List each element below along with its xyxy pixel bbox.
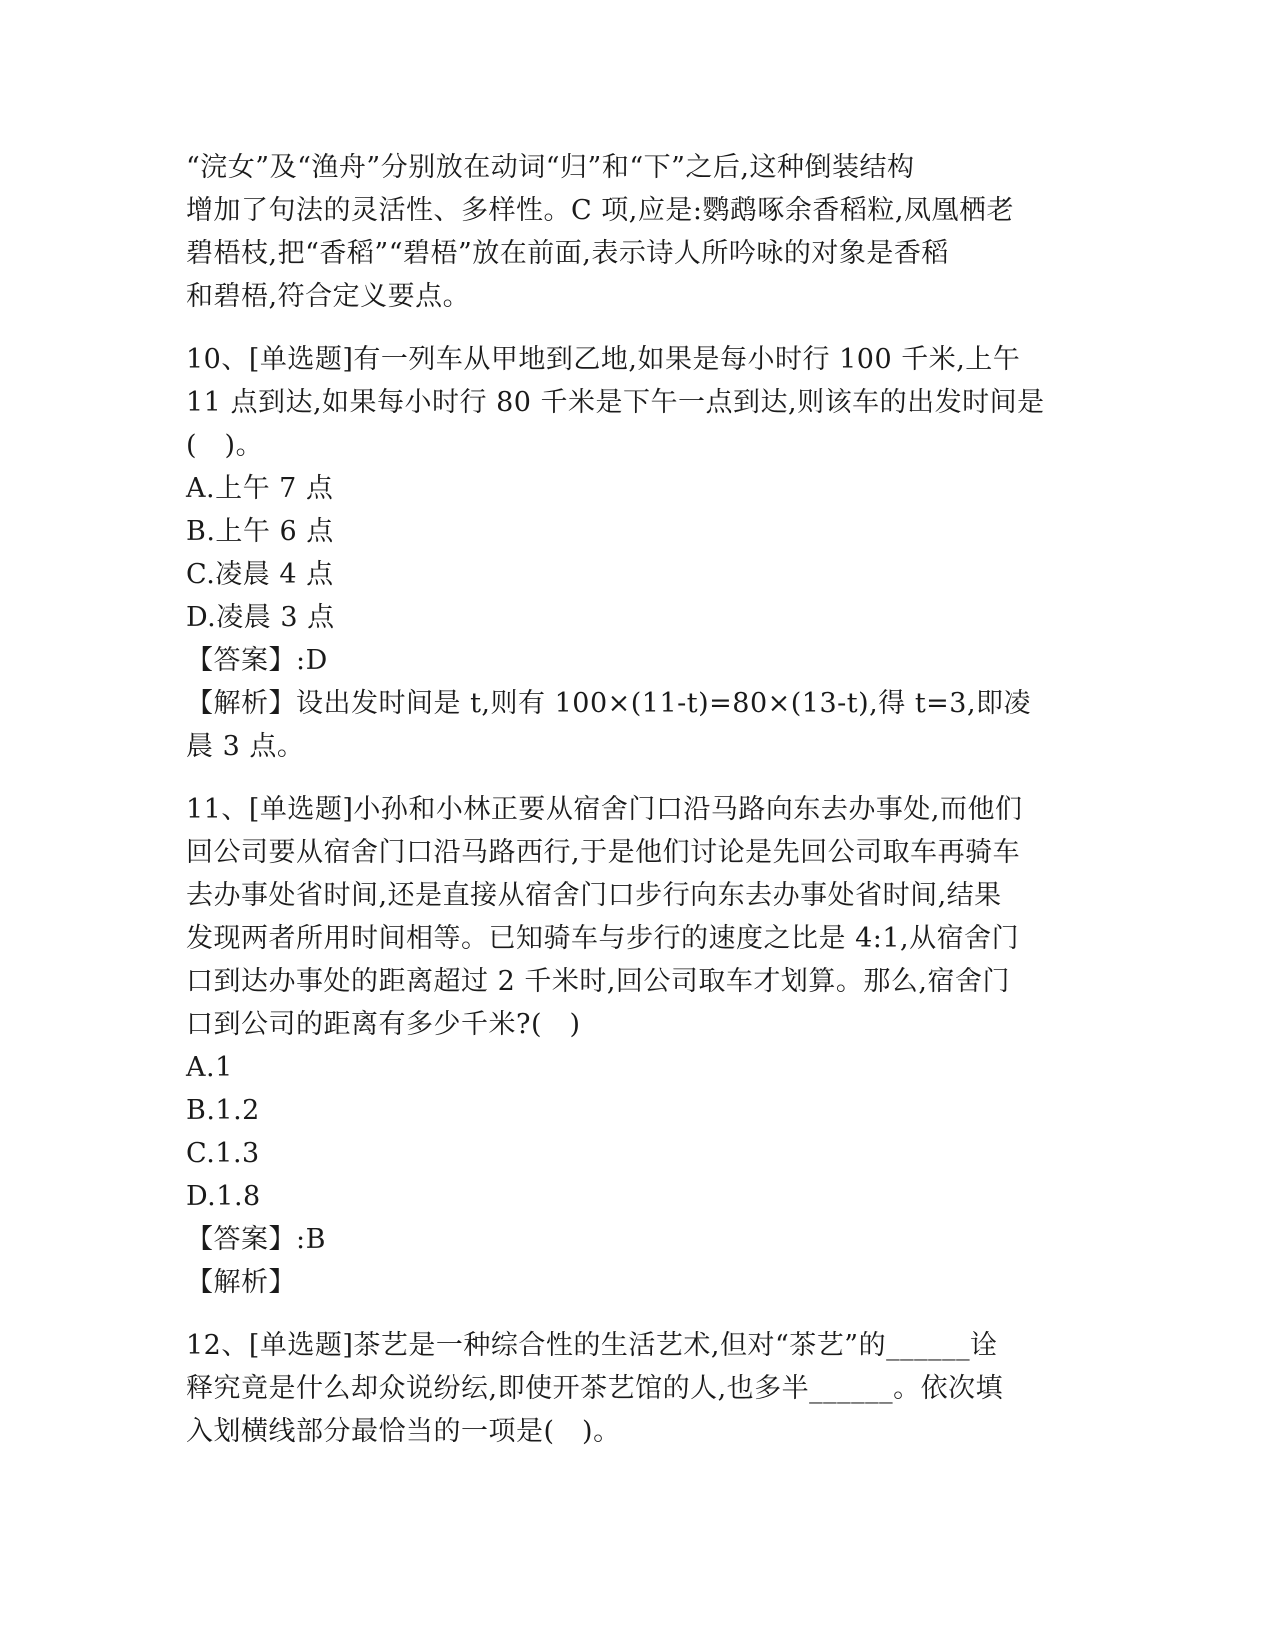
question-stem-line: 11 点到达,如果每小时行 80 千米是下午一点到达,则该车的出发时间是 xyxy=(186,387,1045,418)
question-stem-line: 回公司要从宿舍门口沿马路西行,于是他们讨论是先回公司取车再骑车 xyxy=(186,837,1021,868)
question-11 xyxy=(186,788,1086,1304)
text-line: “浣女”及“渔舟”分别放在动词“归”和“下”之后,这种倒装结构 xyxy=(186,152,915,183)
text-line: 碧梧枝,把“香稻”“碧梧”放在前面,表示诗人所吟咏的对象是香稻 xyxy=(186,238,949,269)
answer-line: 【答案】:D xyxy=(186,645,328,676)
option-d: D.1.8 xyxy=(186,1181,261,1212)
explanation-line: 晨 3 点。 xyxy=(186,731,305,762)
option-c: C.凌晨 4 点 xyxy=(186,559,334,590)
question-stem-line: 发现两者所用时间相等。已知骑车与步行的速度之比是 4:1,从宿舍门 xyxy=(186,923,1020,954)
option-c: C.1.3 xyxy=(186,1138,260,1169)
answer-line: 【答案】:B xyxy=(186,1224,326,1255)
question-stem-line: 11、[单选题]小孙和小林正要从宿舍门口沿马路向东去办事处,而他们 xyxy=(186,794,1023,825)
option-d: D.凌晨 3 点 xyxy=(186,602,335,633)
option-b: B.上午 6 点 xyxy=(186,516,334,547)
text-line: 增加了句法的灵活性、多样性。C 项,应是:鹦鹉啄余香稻粒,凤凰栖老 xyxy=(186,195,1015,226)
question-12 xyxy=(186,1324,1086,1453)
paragraph-gap xyxy=(186,768,1086,788)
question-stem-line: ( )。 xyxy=(186,430,264,461)
question-stem-line: 12、[单选题]茶艺是一种综合性的生活艺术,但对“茶艺”的______诠 xyxy=(186,1330,998,1361)
paragraph-gap xyxy=(186,318,1086,338)
question-stem-line: 10、[单选题]有一列车从甲地到乙地,如果是每小时行 100 千米,上午 xyxy=(186,344,1021,375)
question-stem-line: 去办事处省时间,还是直接从宿舍门口步行向东去办事处省时间,结果 xyxy=(186,880,1002,911)
paragraph-gap xyxy=(186,1304,1086,1324)
option-b: B.1.2 xyxy=(186,1095,260,1126)
question-stem-line: 释究竟是什么却众说纷纭,即使开茶艺馆的人,也多半______。依次填 xyxy=(186,1373,1004,1404)
question-stem-line: 口到达办事处的距离超过 2 千米时,回公司取车才划算。那么,宿舍门 xyxy=(186,966,1011,997)
question-stem-line: 入划横线部分最恰当的一项是( )。 xyxy=(186,1416,621,1447)
explanation-line: 【解析】 xyxy=(186,1267,296,1298)
question-stem-line: 口到公司的距离有多少千米?( ) xyxy=(186,1009,581,1040)
text-line: 和碧梧,符合定义要点。 xyxy=(186,281,471,312)
question-10 xyxy=(186,338,1086,768)
document-page xyxy=(186,146,1086,1453)
option-a: A.1 xyxy=(186,1052,233,1083)
explanation-line: 【解析】设出发时间是 t,则有 100×(11-t)=80×(13-t),得 t=3,即凌 xyxy=(186,688,1032,719)
prev-explanation-block xyxy=(186,146,1086,318)
option-a: A.上午 7 点 xyxy=(186,473,334,504)
